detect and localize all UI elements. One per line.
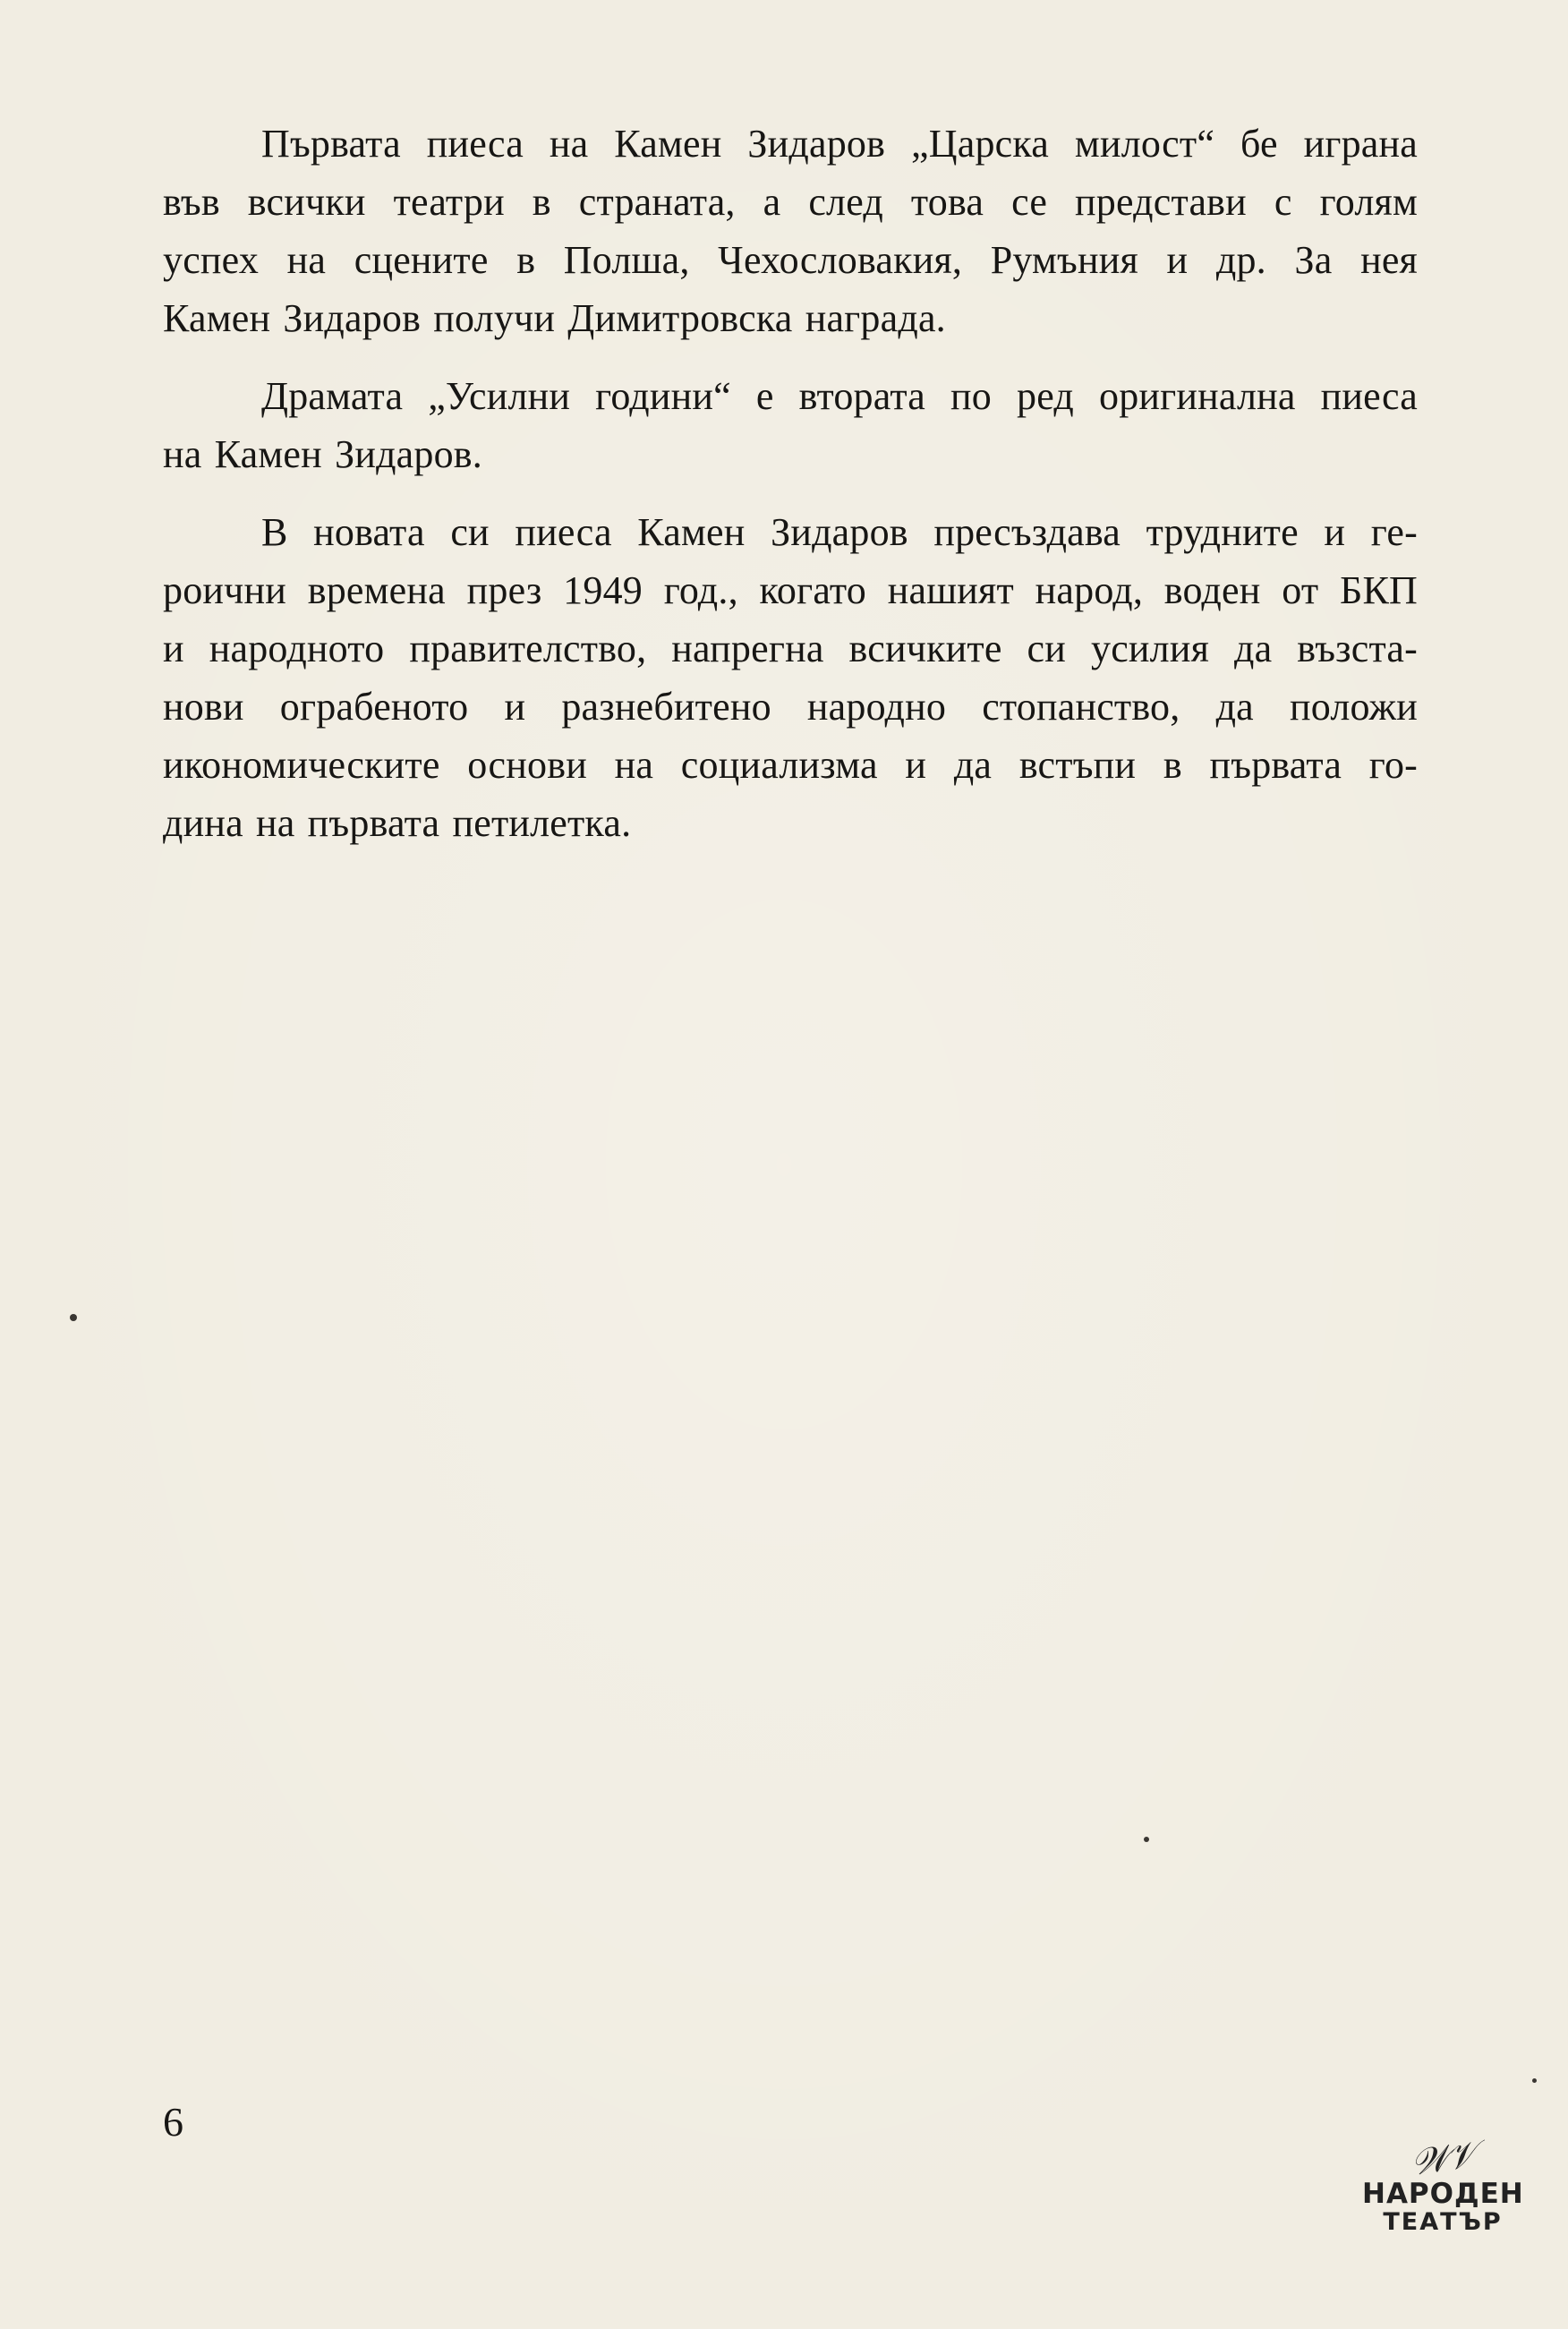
text-line: нови ограбеното и разнебитено народно стопанство, да положи: [163, 685, 1418, 729]
text-line: във всички театри в страната, а след това се представи с голям: [163, 180, 1418, 224]
text-line: дина на първата петилетка.: [163, 801, 632, 845]
text-line: Първата пиеса на Камен Зидаров „Царска милост“ бе играна: [261, 122, 1418, 166]
logo-line-1: НАРОДЕН: [1362, 2178, 1524, 2210]
text-line: на Камен Зидаров.: [163, 432, 482, 476]
body-text: [163, 115, 1418, 872]
print-speck: [1532, 2078, 1537, 2083]
text-line: успех на сцените в Полша, Чехословакия, Румъния и др. За нея: [163, 238, 1418, 282]
page-number: 6: [163, 2099, 183, 2145]
signature-mark: 𝒲𝒱: [1408, 2134, 1478, 2184]
print-speck: [1144, 1837, 1149, 1842]
paragraph-3: [163, 503, 1418, 852]
text-line: роични времена през 1949 год., когато нашият народ, воден от БКП: [163, 568, 1418, 612]
print-speck: [70, 1314, 77, 1321]
logo-line-2: ТЕАТЪР: [1383, 2208, 1503, 2236]
text-line: икономическите основи на социализма и да встъпи в първата го-: [163, 743, 1418, 787]
paragraph-1: [163, 115, 1418, 347]
text-line: Драмата „Усилни години“ е втората по ред оригинална пиеса: [261, 374, 1418, 418]
text-line: и народното правителство, напрегна всичките си усилия да възста-: [163, 627, 1418, 670]
text-line: Камен Зидаров получи Димитровска награда.: [163, 296, 946, 340]
text-line: В новата си пиеса Камен Зидаров пресъздава трудните и ге-: [261, 510, 1418, 554]
paragraph-2: [163, 367, 1418, 483]
national-theatre-logo: [1362, 2134, 1524, 2275]
